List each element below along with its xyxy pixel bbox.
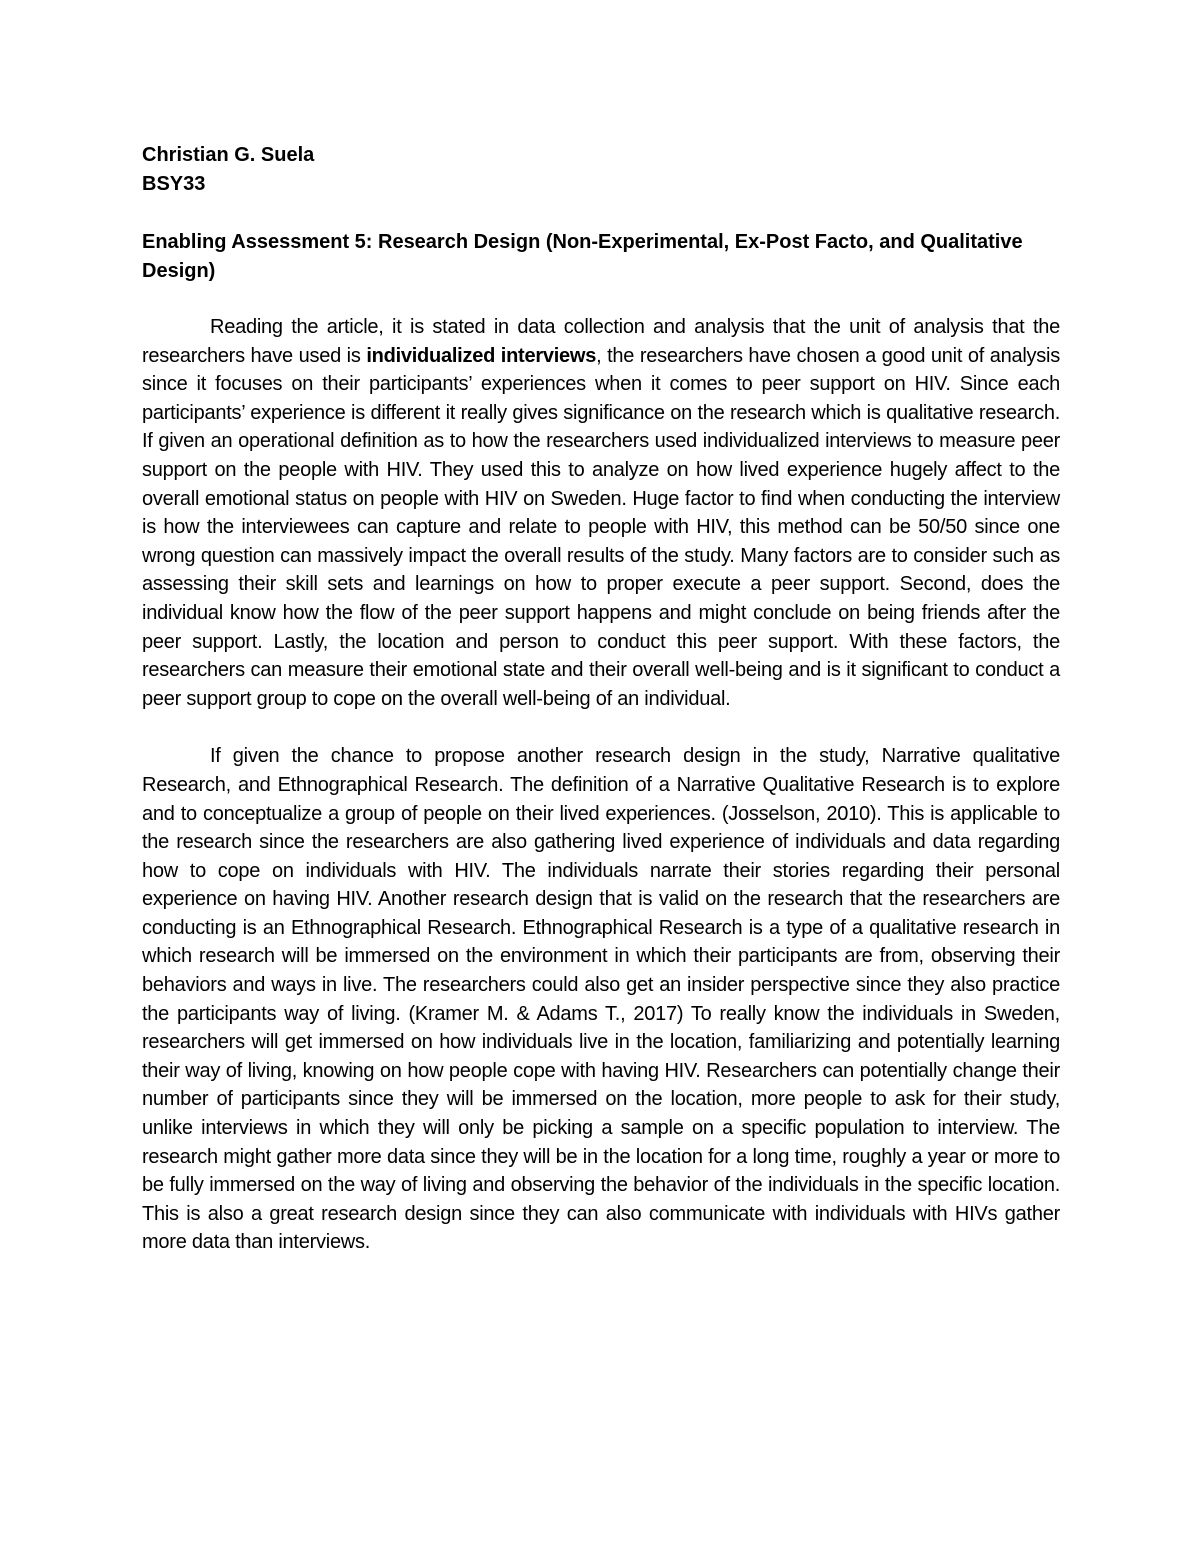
paragraph-1-text-end: , the researchers have chosen a good unit of analysis since it focuses on their participants’ experiences when it comes to peer support on HIV. Since each participants’ experience is different it really gives significance on the research which is qualitative research. If given an operational definition as to how the researchers used individualized interviews to measure peer support on the people with HIV. They used this to analyze on how lived experience hugely affect to the overall emotional status on people with HIV on Sweden. Huge factor to find when conducting the interview is how the interviewees can capture and relate to people with HIV, this method can be 50/50 since one wrong question can massively impact the overall results of the study. Many factors are to consider such as assessing their skill sets and learnings on how to proper execute a peer support. Second, does the individual know how the flow of the peer support happens and might conclude on being friends after the peer support. Lastly, the location and person to conduct this peer support. With these factors, the researchers can measure their emotional state and their overall well-being and is it significant to conduct a peer support group to cope on the overall well-being of an individual. bbox=[142, 344, 1060, 710]
document-body bbox=[142, 141, 1060, 1257]
paragraph-1 bbox=[142, 313, 1060, 713]
section-code: BSY33 bbox=[142, 173, 206, 195]
paragraph-2: If given the chance to propose another research design in the study, Narrative qualitative Research, and Ethnographical Research. The definition of a Narrative Qualitative Research is to explore and to conceptualize a group of people on their lived experiences. (Josselson, 2010). This is applicable to the research since the researchers are also gathering lived experience of individuals and data regarding how to cope on individuals with HIV. The individuals narrate their stories regarding their personal experience on having HIV. Another research design that is valid on the research that the researchers are conducting is an Ethnographical Research. Ethnographical Research is a type of a qualitative research in which research will be immersed on the environment in which their participants are from, observing their behaviors and ways in live. The researchers could also get an insider perspective since they also practice the participants way of living. (Kramer M. & Adams T., 2017) To really know the individuals in Sweden, researchers will get immersed on how individuals live in the location, familiarizing and potentially learning their way of living, knowing on how people cope with having HIV. Researchers can potentially change their number of participants since they will be immersed on the location, more people to ask for their study, unlike interviews in which they will only be picking a sample on a specific population to interview. The research might gather more data since they will be in the location for a long time, roughly a year or more to be fully immersed on the way of living and observing the behavior of the individuals in the specific location. This is also a great research design since they can also communicate with individuals with HIVs gather more data than interviews. bbox=[142, 745, 1060, 1254]
assessment-title: Enabling Assessment 5: Research Design (Non-Experimental, Ex-Post Facto, and Qualitative Design) bbox=[142, 231, 1023, 282]
paragraph-1-text-start: Reading the article, it is stated in data collection and analysis that the unit of analysis that the researchers have used is bbox=[142, 316, 1060, 367]
paragraph-1-bold-term: individualized interviews bbox=[366, 344, 597, 367]
author-name: Christian G. Suela bbox=[142, 144, 315, 166]
